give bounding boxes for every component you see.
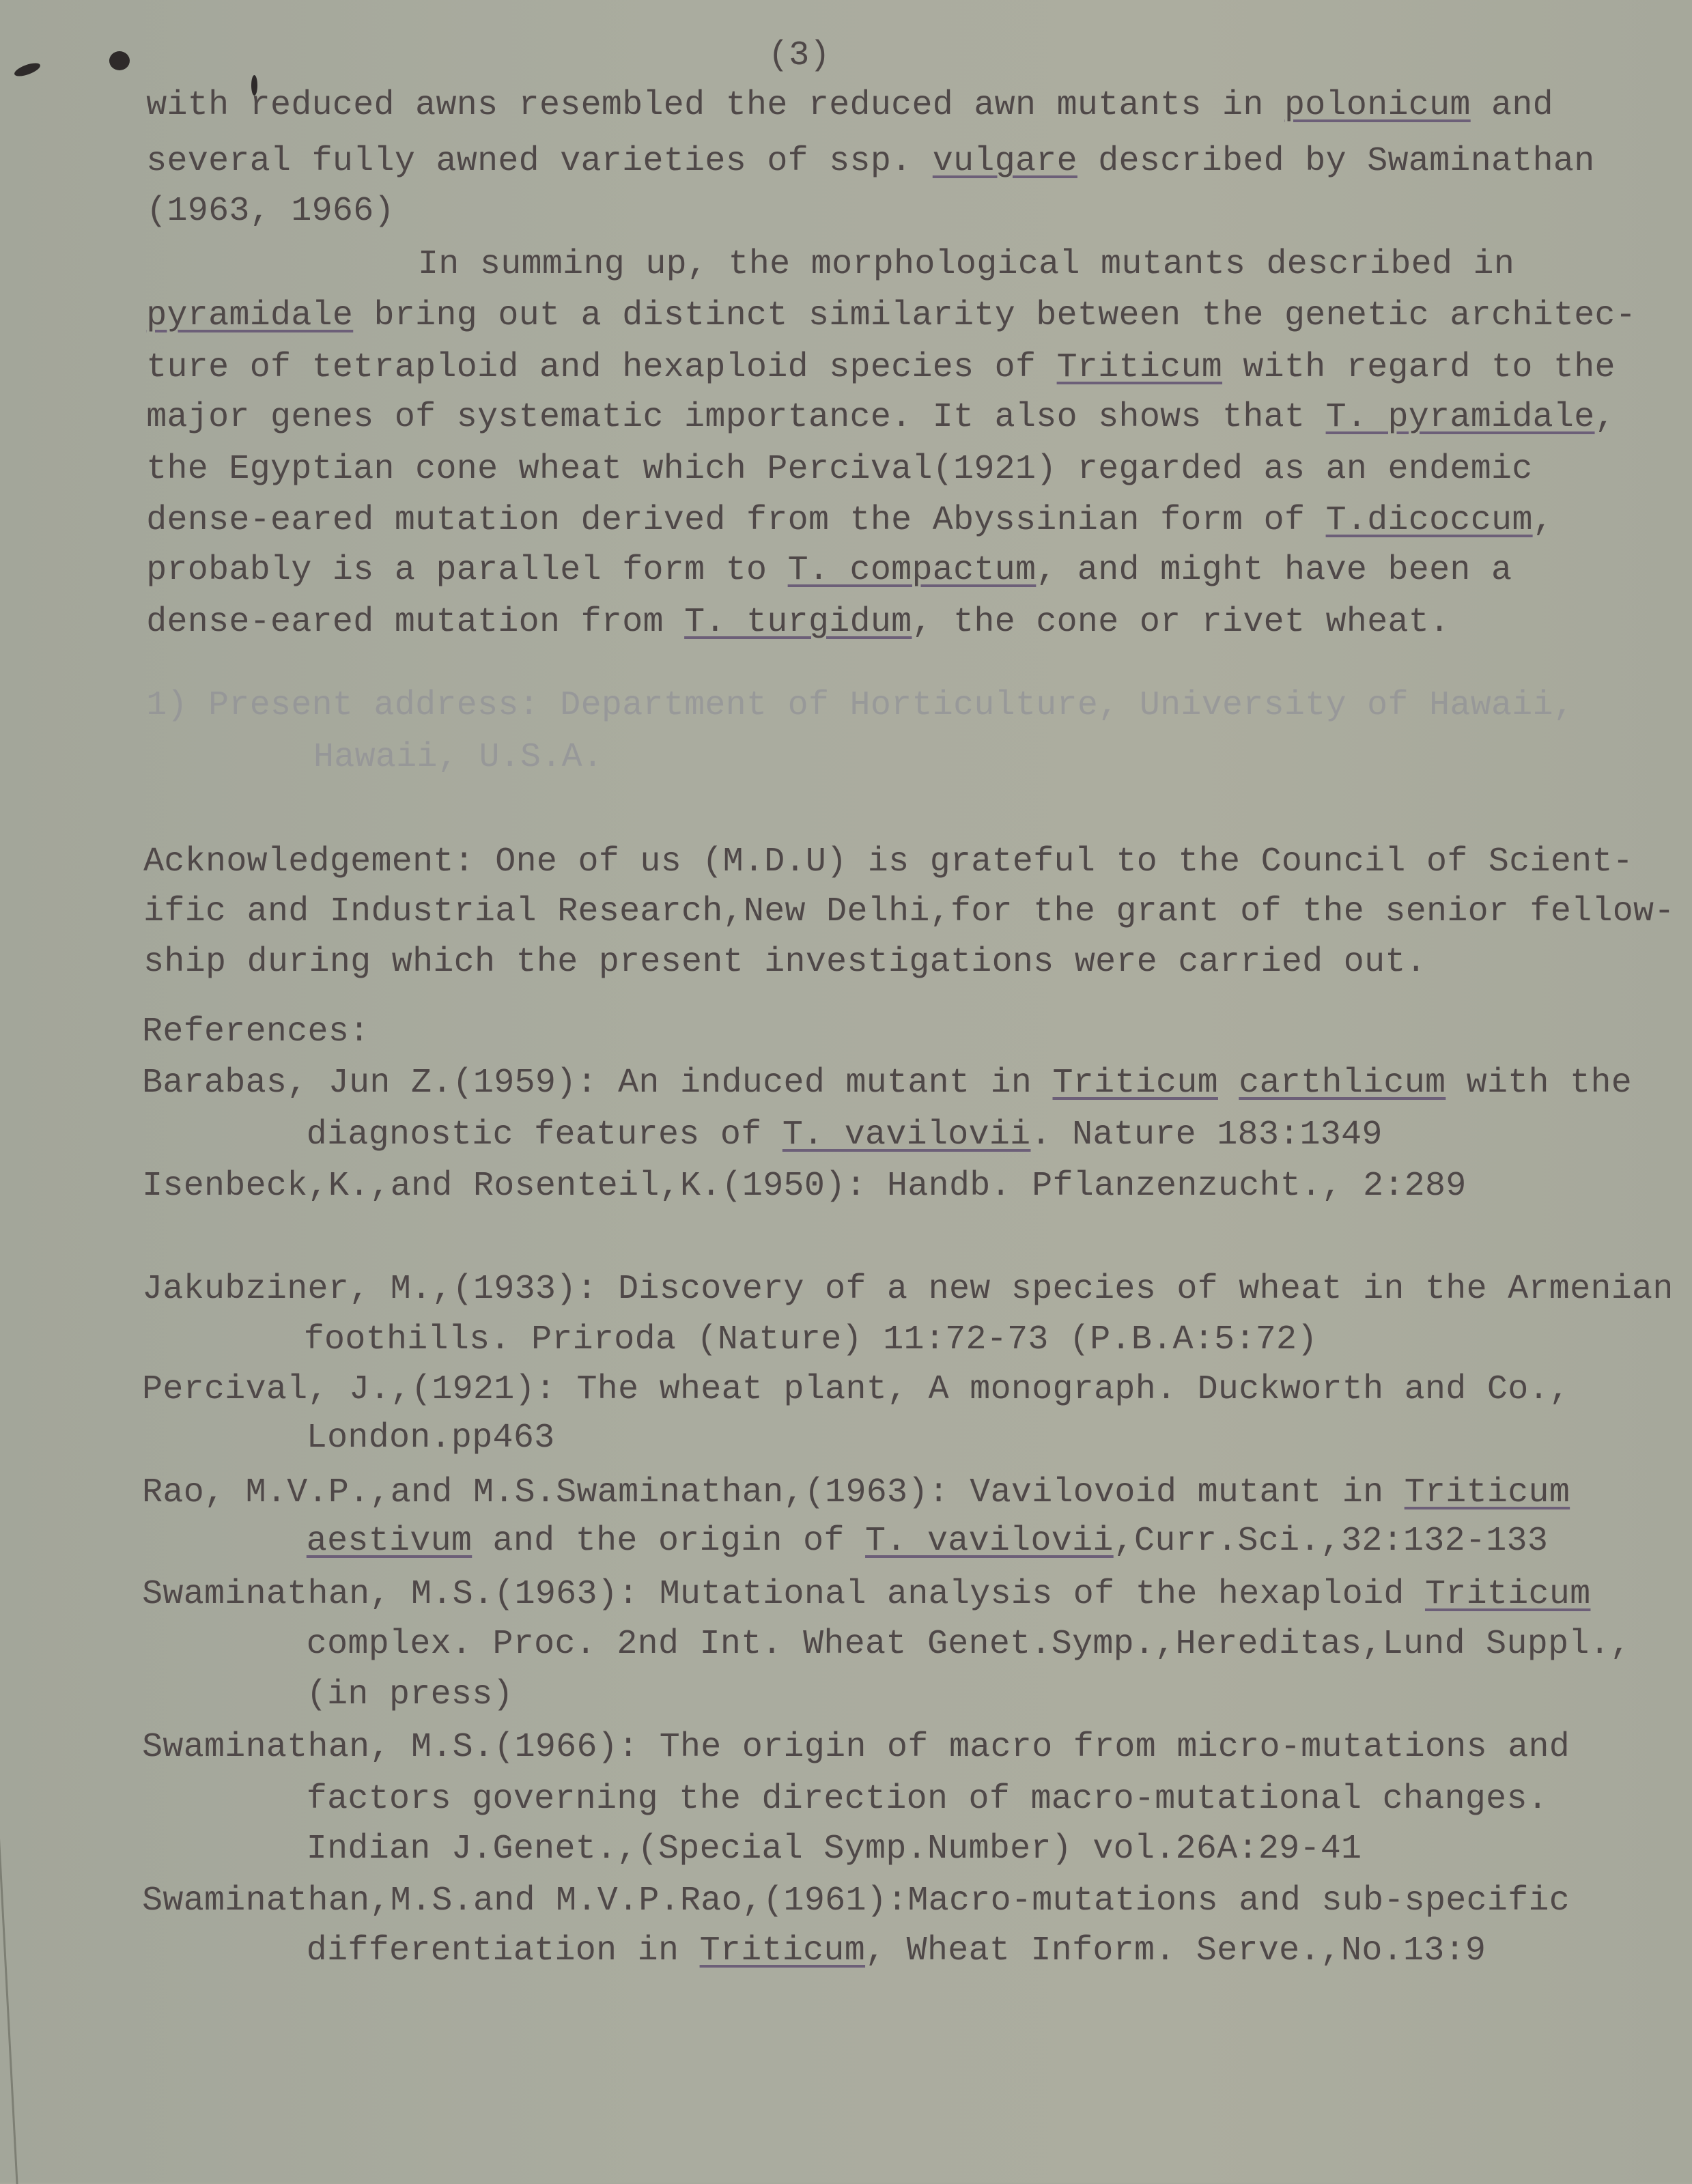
text-run: major genes of systematic importance. It also shows that bbox=[146, 398, 1326, 438]
text-run: ship during which the present investigations were carried out. bbox=[143, 942, 1427, 982]
text-run: London.pp463 bbox=[306, 1419, 555, 1458]
text-line bbox=[307, 1931, 1486, 1972]
text-run: , and might have been a bbox=[1036, 551, 1512, 591]
text-run: with reduced awns resembled the reduced awn mutants in bbox=[146, 86, 1284, 126]
underlined-term: Triticum bbox=[1052, 1064, 1218, 1103]
text-run: and bbox=[1470, 86, 1553, 126]
text-line bbox=[418, 244, 1514, 285]
text-run: Swaminathan, M.S.(1963): Mutational analysis of the hexaploid bbox=[142, 1574, 1425, 1614]
text-run: References: bbox=[142, 1012, 370, 1051]
text-line bbox=[307, 1521, 1548, 1562]
text-run: In summing up, the morphological mutants described in bbox=[418, 244, 1515, 284]
text-run: Hawaii, U.S.A. bbox=[313, 737, 604, 777]
text-run: differentiation in bbox=[306, 1931, 700, 1971]
footnote-line bbox=[146, 685, 1574, 726]
text-run: 1) Present address: Department of Horticulture, University of Hawaii, bbox=[146, 686, 1575, 726]
text-run: , bbox=[1594, 398, 1616, 438]
text-line bbox=[146, 141, 1594, 182]
underlined-term: Triticum bbox=[1424, 1574, 1591, 1614]
text-line bbox=[307, 1115, 1383, 1156]
text-run: the Egyptian cone wheat which Percival(1921) regarded as an endemic bbox=[146, 449, 1533, 489]
text-line bbox=[146, 602, 1450, 643]
text-run: with regard to the bbox=[1222, 348, 1616, 387]
text-line bbox=[146, 449, 1532, 490]
text-line bbox=[143, 942, 1426, 983]
underlined-term: T. turgidum bbox=[684, 602, 912, 642]
text-run: ture of tetraploid and hexaploid species of bbox=[146, 348, 1057, 387]
text-run: probably is a parallel form to bbox=[146, 551, 788, 591]
text-run: Jakubziner, M.,(1933): Discovery of a new species of wheat in the Armenian bbox=[142, 1270, 1674, 1309]
underlined-term: Triticum bbox=[1404, 1473, 1570, 1512]
text-run: (1963, 1966) bbox=[146, 192, 395, 231]
text-line bbox=[146, 296, 1636, 337]
text-run: dense-eared mutation derived from the Abyssinian form of bbox=[146, 501, 1326, 540]
text-line bbox=[142, 1063, 1632, 1104]
text-run: Swaminathan,M.S.and M.V.P.Rao,(1961):Macro-mutations and sub-specific bbox=[142, 1881, 1570, 1920]
underlined-term: vulgare bbox=[932, 141, 1077, 181]
text-run: Rao, M.V.P.,and M.S.Swaminathan,(1963): Vavilovoid mutant in bbox=[142, 1473, 1405, 1512]
text-line bbox=[142, 1370, 1570, 1410]
text-line bbox=[146, 550, 1512, 591]
text-line bbox=[307, 1624, 1631, 1665]
text-run bbox=[1218, 1064, 1239, 1103]
text-line bbox=[307, 1418, 555, 1459]
text-run: (in press) bbox=[306, 1675, 513, 1714]
underlined-term: aestivum bbox=[306, 1522, 473, 1561]
underlined-term: Triticum bbox=[699, 1931, 866, 1971]
text-line bbox=[142, 1012, 369, 1053]
text-run: Barabas, Jun Z.(1959): An induced mutant in bbox=[142, 1064, 1053, 1103]
text-line bbox=[146, 500, 1553, 541]
text-run: dense-eared mutation from bbox=[146, 602, 685, 642]
text-run: and the origin of bbox=[472, 1522, 866, 1561]
text-line bbox=[307, 1779, 1548, 1820]
text-line bbox=[142, 1574, 1590, 1615]
text-run: bring out a distinct similarity between the genetic architec- bbox=[353, 296, 1637, 336]
text-run: , Wheat Inform. Serve.,No.13:9 bbox=[865, 1931, 1486, 1971]
text-line bbox=[304, 1320, 1318, 1361]
text-run: ific and Industrial Research,New Delhi,for the grant of the senior fellow- bbox=[143, 892, 1675, 932]
text-run: factors governing the direction of macro-mutational changes. bbox=[306, 1779, 1549, 1819]
text-line bbox=[142, 1269, 1674, 1310]
text-line bbox=[146, 191, 395, 232]
text-run: . Nature 183:1349 bbox=[1030, 1115, 1383, 1154]
underlined-term: T. pyramidale bbox=[1325, 398, 1595, 438]
text-line bbox=[146, 397, 1616, 438]
text-line bbox=[146, 85, 1553, 126]
text-line bbox=[143, 842, 1633, 883]
underlined-term: pyramidale bbox=[146, 296, 354, 336]
text-run: complex. Proc. 2nd Int. Wheat Genet.Symp.,Hereditas,Lund Suppl., bbox=[306, 1625, 1631, 1664]
text-run: diagnostic features of bbox=[306, 1115, 782, 1154]
text-line bbox=[146, 348, 1616, 388]
text-run: with the bbox=[1446, 1064, 1633, 1103]
underlined-term: T.dicoccum bbox=[1325, 501, 1533, 540]
underlined-term: polonicum bbox=[1284, 86, 1471, 126]
footnote-line bbox=[313, 737, 603, 778]
text-line bbox=[142, 1473, 1570, 1514]
text-run: foothills. Priroda (Nature) 11:72-73 (P.B.A:5:72) bbox=[303, 1320, 1318, 1359]
ink-blot bbox=[109, 51, 130, 70]
text-run: Swaminathan, M.S.(1966): The origin of macro from micro-mutations and bbox=[142, 1728, 1570, 1768]
page-number: (3) bbox=[768, 36, 830, 75]
underlined-term: carthlicum bbox=[1239, 1064, 1446, 1103]
text-run: several fully awned varieties of ssp. bbox=[146, 141, 933, 181]
text-run: Isenbeck,K.,and Rosenteil,K.(1950): Handb. Pflanzenzucht., 2:289 bbox=[142, 1167, 1467, 1206]
text-run: , bbox=[1532, 501, 1553, 540]
text-line bbox=[307, 1675, 513, 1716]
underlined-term: Triticum bbox=[1056, 348, 1223, 387]
text-line bbox=[142, 1727, 1570, 1768]
underlined-term: T. vavilovii bbox=[782, 1115, 1031, 1154]
text-run: Indian J.Genet.,(Special Symp.Number) vol.26A:29-41 bbox=[306, 1830, 1362, 1869]
text-run: , the cone or rivet wheat. bbox=[912, 602, 1450, 642]
underlined-term: T. compactum bbox=[787, 551, 1037, 591]
underlined-term: T. vavilovii bbox=[865, 1522, 1114, 1561]
text-run: Percival, J.,(1921): The wheat plant, A monograph. Duckworth and Co., bbox=[142, 1370, 1570, 1409]
text-line bbox=[142, 1881, 1570, 1922]
text-run: ,Curr.Sci.,32:132-133 bbox=[1113, 1522, 1549, 1561]
text-run: Acknowledgement: One of us (M.D.U) is grateful to the Council of Scient- bbox=[143, 842, 1634, 881]
text-line bbox=[143, 892, 1675, 933]
text-line bbox=[142, 1166, 1467, 1207]
text-line bbox=[307, 1829, 1362, 1870]
text-run: described by Swaminathan bbox=[1077, 141, 1595, 181]
